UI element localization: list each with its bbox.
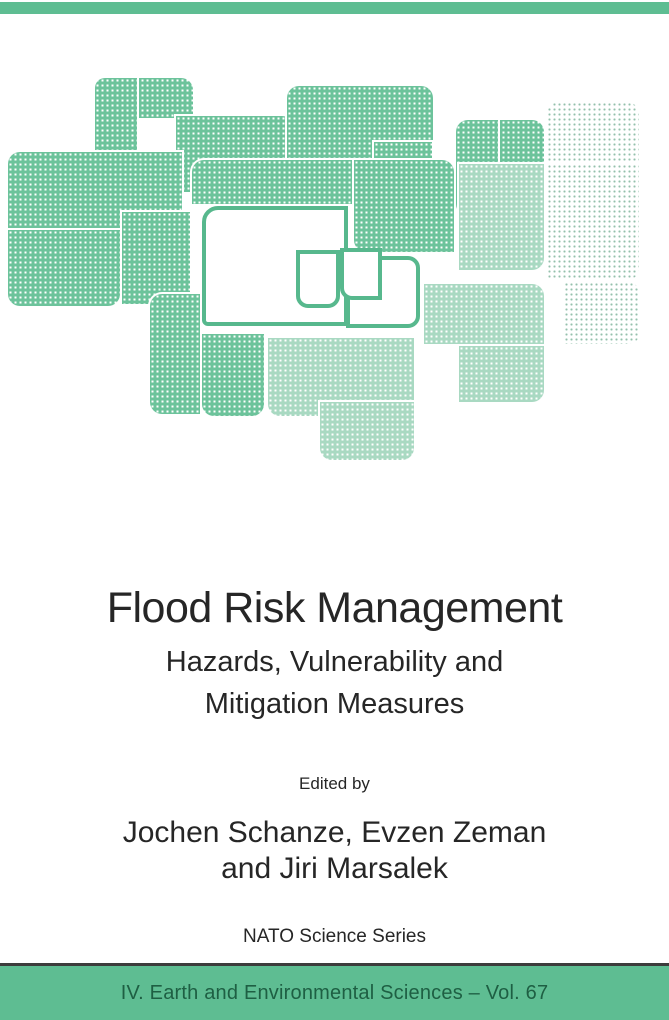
- puzzle-piece: [459, 346, 544, 402]
- outlined-puzzle-piece: [340, 248, 382, 300]
- puzzle-piece: [150, 294, 200, 414]
- book-title: Flood Risk Management: [106, 584, 563, 632]
- series-name: NATO Science Series: [242, 926, 427, 947]
- puzzle-piece: [459, 164, 544, 270]
- series-volume-label: IV. Earth and Environmental Sciences – Vol. 67: [120, 981, 549, 1004]
- puzzle-piece: [564, 282, 640, 344]
- edited-by-label: Edited by: [299, 774, 370, 793]
- puzzle-piece: [122, 212, 190, 304]
- puzzle-piece: [354, 160, 454, 252]
- puzzle-piece: [424, 284, 544, 344]
- editors-line2: and Jiri Marsalek: [221, 852, 448, 885]
- bottom-series-bar: [0, 966, 669, 1020]
- puzzle-piece: [192, 160, 352, 204]
- puzzle-piece: [320, 402, 414, 460]
- book-subtitle-line2: Mitigation Measures: [204, 688, 465, 720]
- editors-line1: Jochen Schanze, Evzen Zeman: [122, 816, 547, 849]
- puzzle-piece: [547, 102, 639, 162]
- puzzle-pattern: [0, 0, 669, 480]
- puzzle-piece: [202, 334, 264, 416]
- outlined-puzzle-piece: [296, 250, 340, 308]
- puzzle-piece: [8, 230, 120, 306]
- book-subtitle-line1: Hazards, Vulnerability and: [165, 646, 504, 678]
- puzzle-piece: [547, 164, 639, 280]
